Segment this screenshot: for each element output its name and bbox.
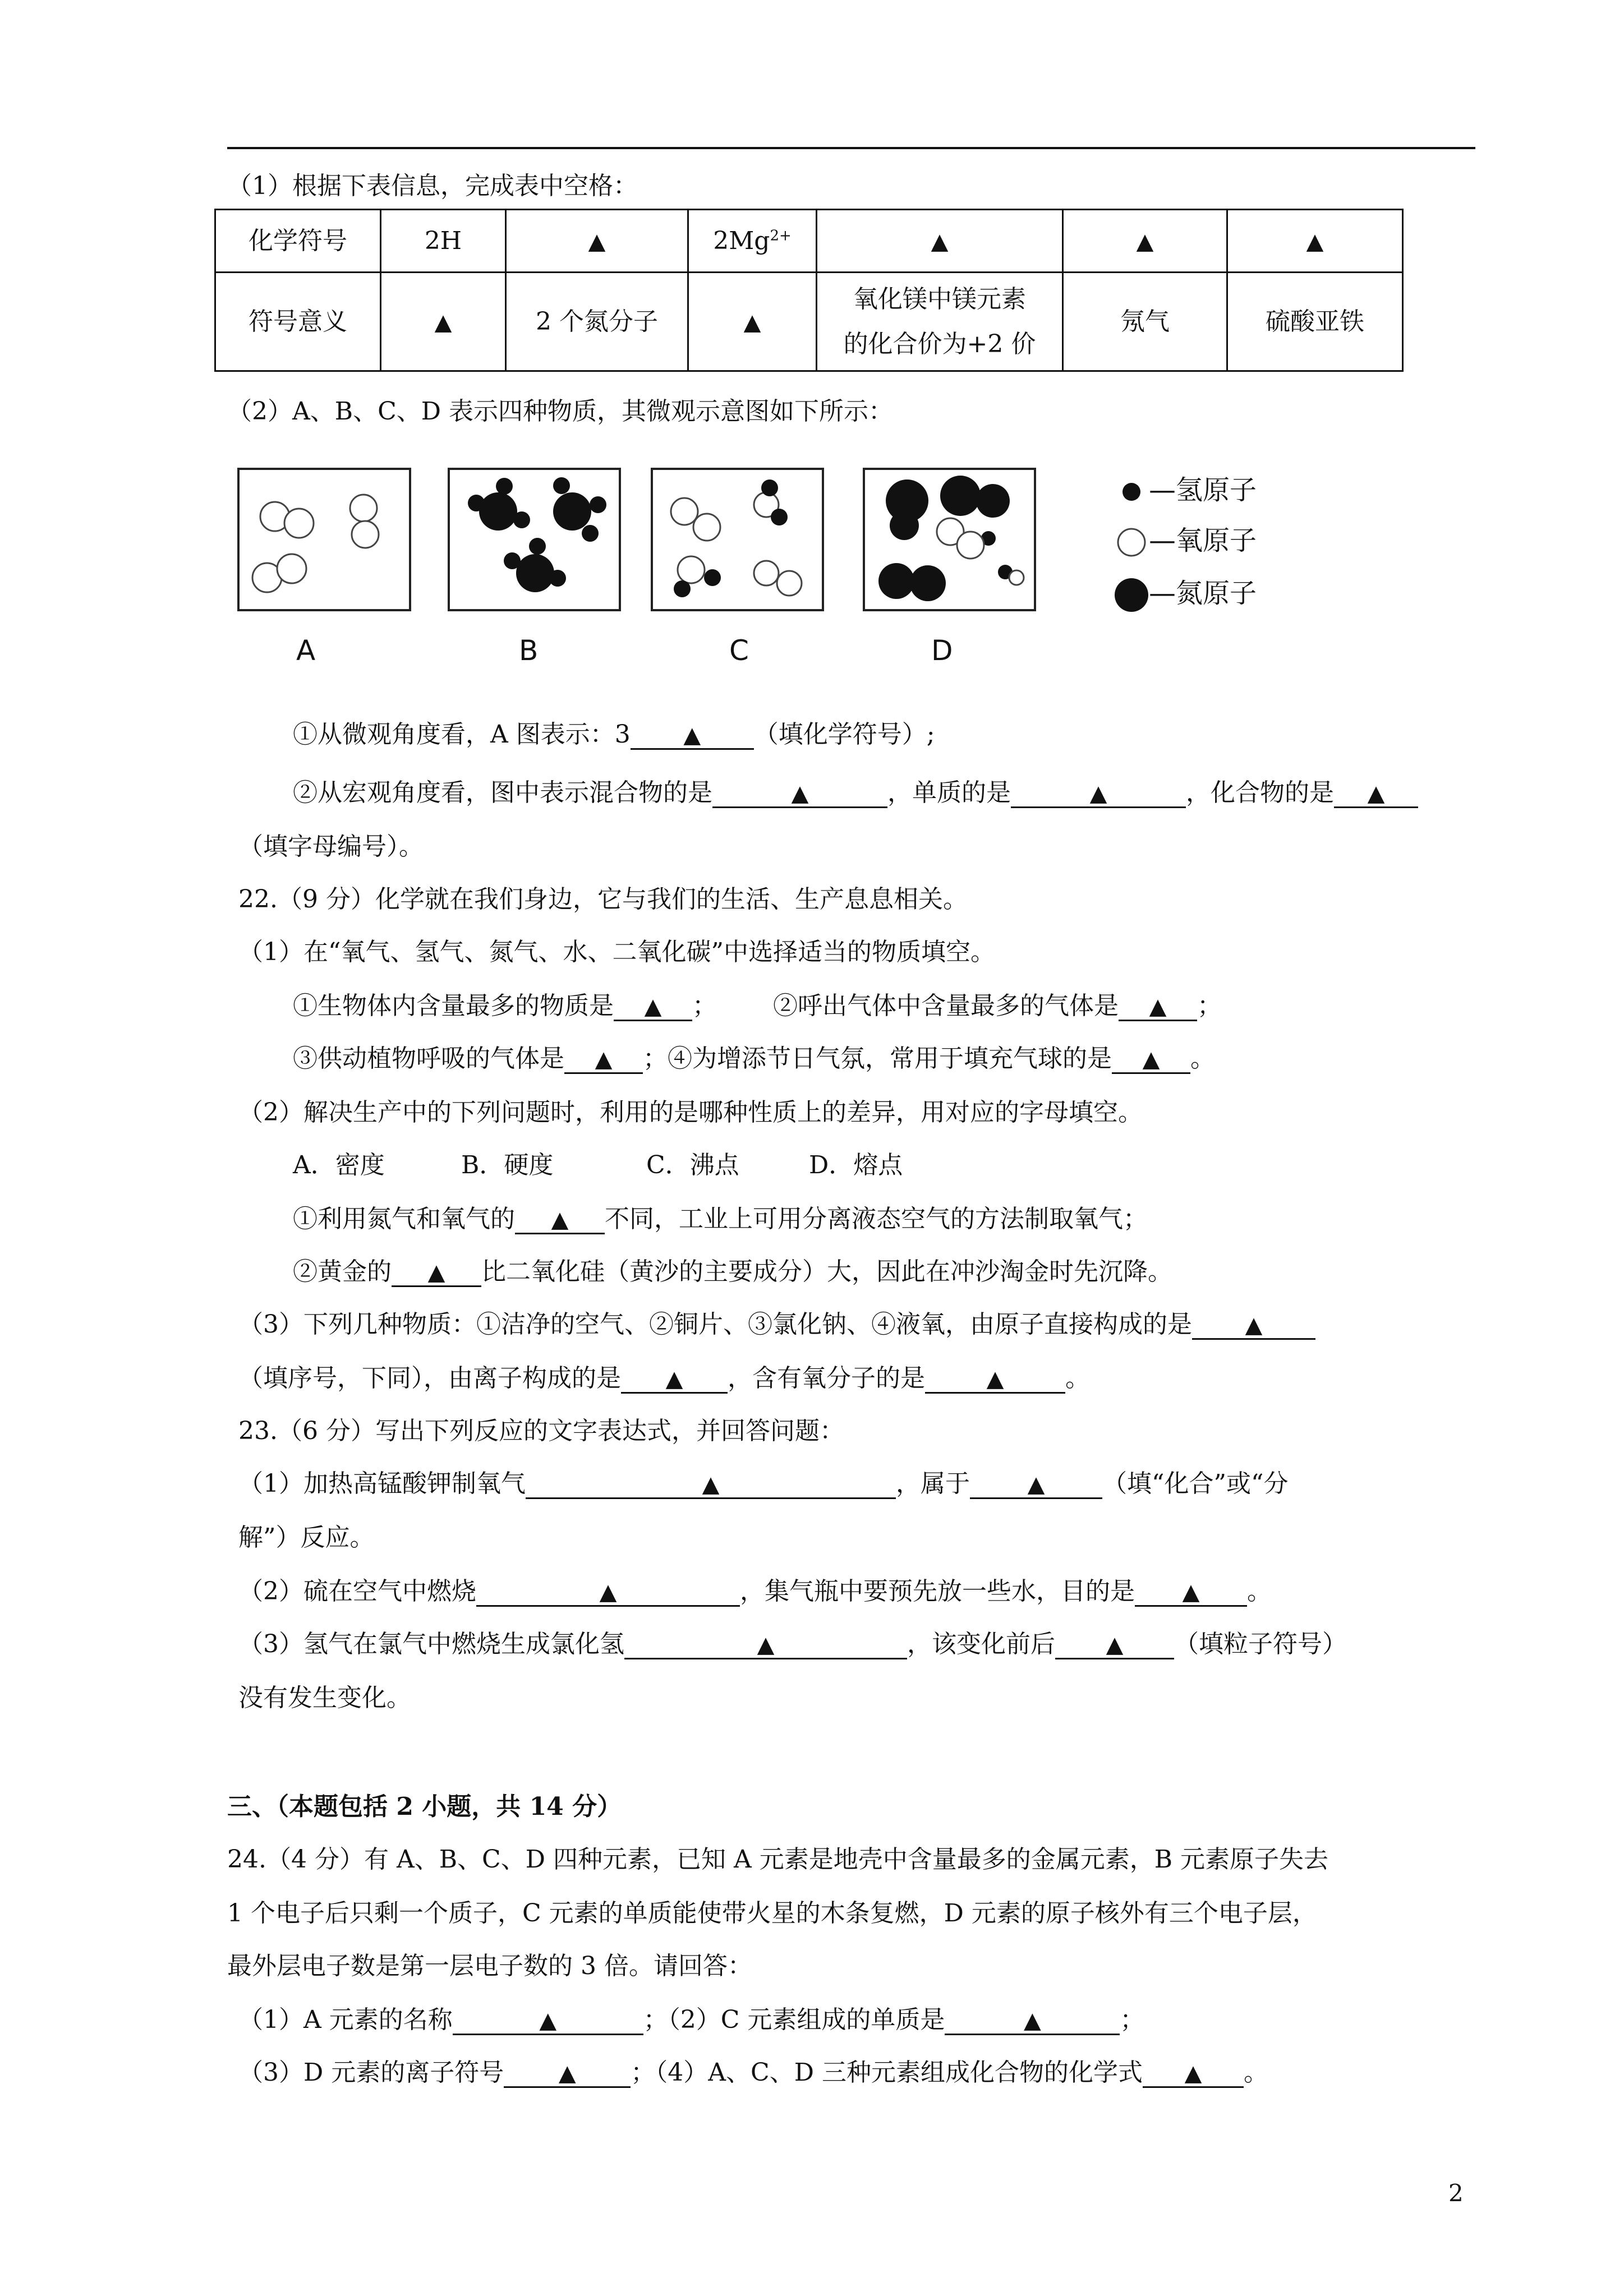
legend-hydrogen-label: —氢原子: [1149, 474, 1257, 506]
table-cell-2mg: $2Mg^{2+}$: [688, 210, 817, 273]
q24-line3: 最外层电子数是第一层电子数的 3 倍。请回答：: [227, 1952, 752, 1980]
table-cell-blank[interactable]: ▲: [1063, 210, 1227, 273]
answer-blank[interactable]: ▲: [1334, 780, 1418, 808]
q22-part3-line2: （填序号，下同），由离子构成的是 ▲ ，含有氧分子的是 ▲ 。: [238, 1364, 1090, 1394]
legend: [1115, 483, 1148, 612]
panel-a-molecules: [252, 495, 379, 592]
q23-part1-line2: 解”）反应。: [238, 1523, 375, 1552]
table-cell-blank[interactable]: ▲: [381, 273, 506, 371]
legend-oxygen-label: —氧原子: [1149, 525, 1257, 556]
panel-label-b: B: [519, 634, 539, 667]
answer-blank[interactable]: ▲: [614, 993, 692, 1021]
answer-blank[interactable]: ▲: [504, 2059, 631, 2088]
answer-blank[interactable]: ▲: [1143, 2059, 1244, 2088]
panel-label-c: C: [729, 634, 749, 667]
q23-part1: （1）加热高锰酸钾制氧气 ▲ ，属于 ▲ （填“化合”或“分: [238, 1469, 1288, 1499]
answer-blank[interactable]: ▲: [631, 721, 754, 750]
q21-part1-title: （1）根据下表信息，完成表中空格：: [227, 172, 638, 200]
table-cell-blank[interactable]: ▲: [688, 273, 817, 371]
answer-blank[interactable]: ▲: [1192, 1311, 1315, 1340]
q23-part2: （2）硫在空气中燃烧 ▲ ，集气瓶中要预先放一些水，目的是 ▲ 。: [238, 1577, 1272, 1607]
answer-blank[interactable]: ▲: [1119, 993, 1197, 1021]
page-number: 2: [1448, 2179, 1464, 2207]
q22-part1-line1: ①生物体内含量最多的物质是 ▲ ； ②呼出气体中含量最多的气体是 ▲ ；: [293, 992, 1222, 1021]
q21-sub1: ①从微观角度看，A 图表示：3 ▲ （填化学符号）;: [293, 720, 935, 750]
table-head-symbol: 化学符号: [215, 210, 381, 273]
table-cell-blank[interactable]: ▲: [1227, 210, 1403, 273]
legend-hydrogen-icon: [1122, 483, 1140, 501]
q23-part3-line2: 没有发生变化。: [238, 1684, 411, 1712]
q21-sub2: ②从宏观角度看，图中表示混合物的是 ▲ ，单质的是 ▲ ，化合物的是 ▲: [293, 778, 1418, 808]
q24-line1: 24.（4 分）有 A、B、C、D 四种元素，已知 A 元素是地壳中含量最多的金属元素，B 元素原子失去: [227, 1845, 1329, 1874]
q22-part2-line2: ②黄金的 ▲ 比二氧化硅（黄沙的主要成分）大，因此在冲沙淘金时先沉降。: [293, 1257, 1172, 1287]
q24-line2: 1 个电子后只剩一个质子，C 元素的单质能使带火星的木条复燃，D 元素的原子核外有三个电子层，: [227, 1899, 1317, 1928]
answer-blank[interactable]: ▲: [925, 1365, 1065, 1394]
q22-part1: （1）在“氧气、氢气、氮气、水、二氧化碳”中选择适当的物质填空。: [238, 938, 995, 966]
table-cell-ferrous-sulfate: 硫酸亚铁: [1227, 273, 1403, 371]
q22-part3-line1: （3）下列几种物质：①洁净的空气、②铜片、③氯化钠、④液氧，由原子直接构成的是 ▲: [238, 1310, 1315, 1340]
answer-blank[interactable]: ▲: [1135, 1578, 1247, 1607]
molecule-diagram: [0, 0, 1624, 673]
answer-blank[interactable]: ▲: [453, 2007, 643, 2035]
table-cell-2n2: 2 个氮分子: [506, 273, 688, 371]
q24-answers-2: （3）D 元素的离子符号 ▲ ；（4）A、C、D 三种元素组成化合物的化学式 ▲ 。: [238, 2058, 1268, 2088]
answer-blank[interactable]: ▲: [624, 1631, 907, 1659]
table-cell-2h: 2H: [381, 210, 506, 273]
answer-blank[interactable]: ▲: [1011, 780, 1186, 808]
answer-blank[interactable]: ▲: [515, 1206, 605, 1234]
section-heading: 三、（本题包括 2 小题，共 14 分）: [227, 1792, 622, 1821]
table-cell-blank[interactable]: ▲: [817, 210, 1063, 273]
q23-title: 23.（6 分）写出下列反应的文字表达式，并回答问题：: [238, 1417, 844, 1445]
answer-blank[interactable]: ▲: [1055, 1631, 1174, 1659]
panel-d-molecules: [878, 476, 1024, 601]
q22-options: [293, 1151, 903, 1181]
table-cell-mgo: 氧化镁中镁元素 的化合价为+2 价: [817, 273, 1063, 371]
option-a: A．密度: [293, 1151, 385, 1179]
answer-blank[interactable]: ▲: [712, 780, 887, 808]
panel-label-d: D: [931, 634, 953, 667]
option-d: D．熔点: [809, 1151, 903, 1179]
option-b: B．硬度: [461, 1151, 554, 1179]
table-cell-blank[interactable]: ▲: [506, 210, 688, 273]
answer-blank[interactable]: ▲: [564, 1045, 643, 1074]
q24-answers-1: （1）A 元素的名称 ▲ ；（2）C 元素组成的单质是 ▲ ；: [238, 2005, 1144, 2035]
q23-part3: （3）氢气在氯气中燃烧生成氯化氢 ▲ ，该变化前后 ▲ （填粒子符号）: [238, 1630, 1347, 1659]
answer-blank[interactable]: ▲: [1112, 1045, 1190, 1074]
panel-b-molecules: [468, 477, 606, 592]
table-cell-neon: 氖气: [1063, 273, 1227, 371]
answer-blank[interactable]: ▲: [392, 1258, 481, 1287]
q22-part2-line1: ①利用氮气和氧气的 ▲ 不同，工业上可用分离液态空气的方法制取氧气；: [293, 1205, 1148, 1234]
answer-blank[interactable]: ▲: [970, 1470, 1102, 1499]
answer-blank[interactable]: ▲: [621, 1365, 728, 1394]
q22-part1-line2: ③供动植物呼吸的气体是 ▲ ；④为增添节日气氛，常用于填充气球的是 ▲ 。: [293, 1044, 1215, 1074]
q21-part2-title: （2）A、B、C、D 表示四种物质，其微观示意图如下所示：: [227, 397, 894, 426]
answer-blank[interactable]: ▲: [945, 2007, 1120, 2035]
answer-blank[interactable]: ▲: [476, 1578, 740, 1607]
answer-blank[interactable]: ▲: [526, 1470, 896, 1499]
legend-nitrogen-icon: [1115, 578, 1148, 612]
table-head-meaning: 符号意义: [215, 273, 381, 371]
mg-charge: 2+: [770, 227, 792, 244]
panel-c-molecules: [671, 480, 802, 597]
option-c: C．沸点: [646, 1151, 739, 1179]
q21-sub2-tail: （填字母编号）。: [238, 832, 424, 861]
legend-oxygen-icon: [1118, 529, 1145, 556]
legend-nitrogen-label: —氮原子: [1149, 578, 1257, 609]
panel-label-a: A: [296, 634, 316, 667]
q22-title: 22.（9 分）化学就在我们身边，它与我们的生活、生产息息相关。: [238, 885, 968, 914]
q22-part2: （2）解决生产中的下列问题时，利用的是哪种性质上的差异，用对应的字母填空。: [238, 1098, 1143, 1127]
